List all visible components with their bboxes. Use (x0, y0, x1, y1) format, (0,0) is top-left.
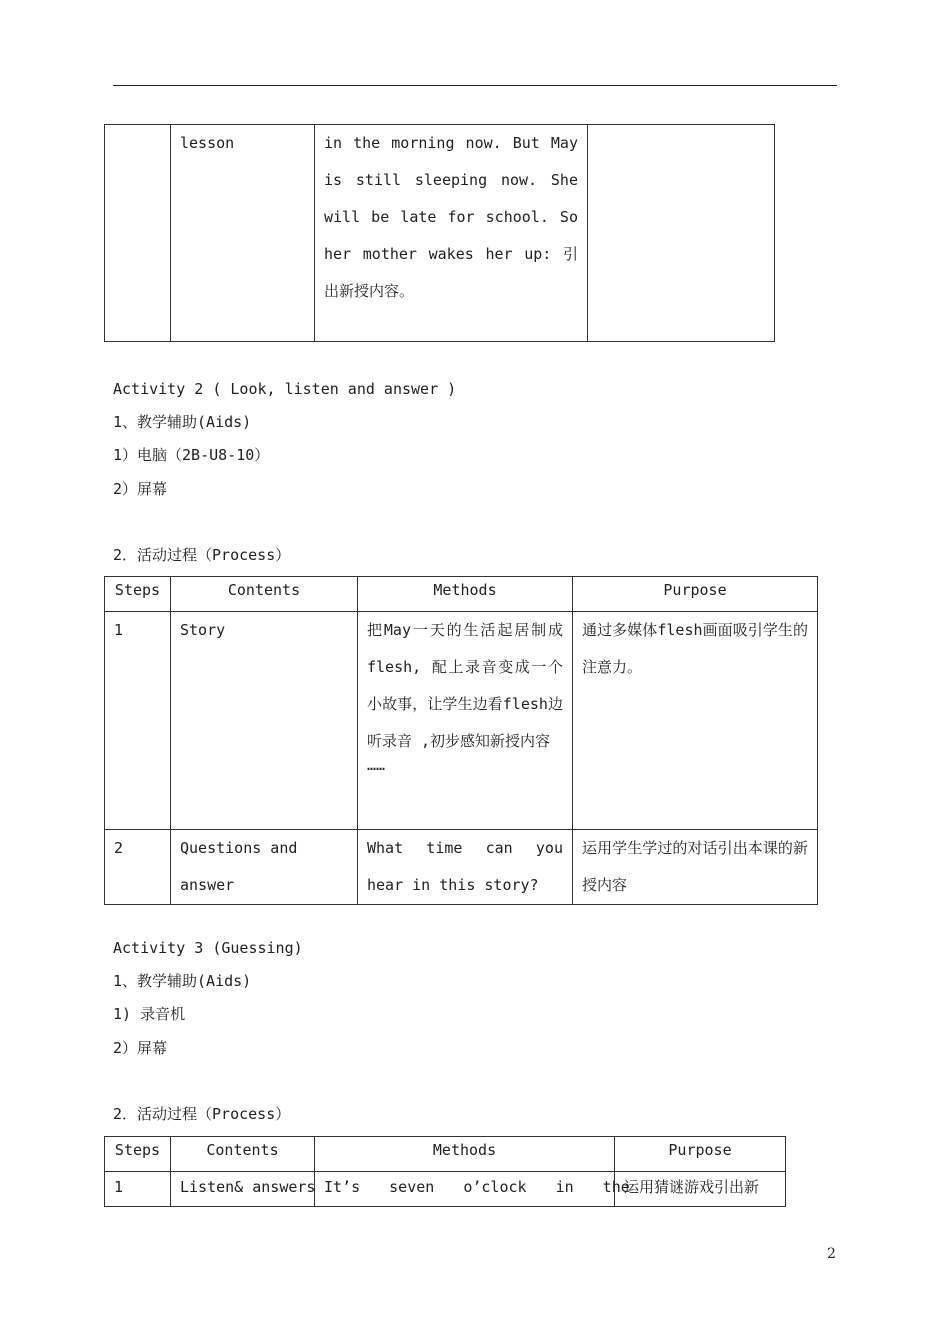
table-cell: What time can you hear in this story? (358, 830, 573, 905)
aids-heading: 1、教学辅助(Aids) (113, 972, 252, 990)
table-cell: 运用猜谜游戏引出新 (615, 1172, 786, 1207)
table-cell: lesson (171, 125, 315, 342)
table-cell: in the morning now. But May is still sleeping now. She will be late for school. So her mother wakes her up: 引出新授内容。 (315, 125, 588, 342)
methods-text: 把May一天的生活起居制成flesh, 配上录音变成一个小故事，让学生边看flesh边听录音 ,初步感知新授内容 (367, 621, 563, 750)
table-cell: 1 (105, 1172, 171, 1207)
table-cell (588, 125, 775, 342)
column-header-purpose: Purpose (573, 577, 818, 612)
table-continuation (104, 124, 775, 342)
table-row (105, 1172, 786, 1207)
aids-heading: 1、教学辅助(Aids) (113, 413, 252, 431)
table-cell: It’s seven o’clock in the (315, 1172, 615, 1207)
activity-3-title: Activity 3 (Guessing) (113, 939, 303, 957)
table-row (105, 612, 818, 830)
column-header-steps: Steps (105, 1137, 171, 1172)
process-heading: 2．活动过程（Process） (113, 546, 291, 564)
column-header-steps: Steps (105, 577, 171, 612)
table-cell: Questions and answer (171, 830, 358, 905)
table-activity-2 (104, 576, 818, 905)
column-header-contents: Contents (171, 577, 358, 612)
page-number: 2 (827, 1246, 836, 1262)
table-row (105, 125, 775, 342)
table-activity-3 (104, 1136, 786, 1207)
aids-item: 1）电脑（2B-U8-10） (113, 446, 270, 464)
table-cell: Listen& answers (171, 1172, 315, 1207)
column-header-methods: Methods (315, 1137, 615, 1172)
table-cell (358, 612, 573, 830)
column-header-purpose: Purpose (615, 1137, 786, 1172)
aids-item: 2）屏幕 (113, 480, 168, 498)
table-header-row (105, 577, 818, 612)
table-header-row (105, 1137, 786, 1172)
ellipsis: …… (367, 756, 386, 774)
header-rule (113, 85, 837, 86)
table-cell: 2 (105, 830, 171, 905)
table-cell (105, 125, 171, 342)
aids-item: 2）屏幕 (113, 1039, 168, 1057)
process-heading: 2．活动过程（Process） (113, 1105, 291, 1123)
table-cell: 运用学生学过的对话引出本课的新授内容 (573, 830, 818, 905)
activity-2-title: Activity 2 ( Look, listen and answer ) (113, 380, 457, 398)
column-header-contents: Contents (171, 1137, 315, 1172)
table-row (105, 830, 818, 905)
table-cell: 通过多媒体flesh画面吸引学生的注意力。 (573, 612, 818, 830)
aids-item: 1) 录音机 (113, 1005, 186, 1023)
column-header-methods: Methods (358, 577, 573, 612)
table-cell: Story (171, 612, 358, 830)
table-cell: 1 (105, 612, 171, 830)
